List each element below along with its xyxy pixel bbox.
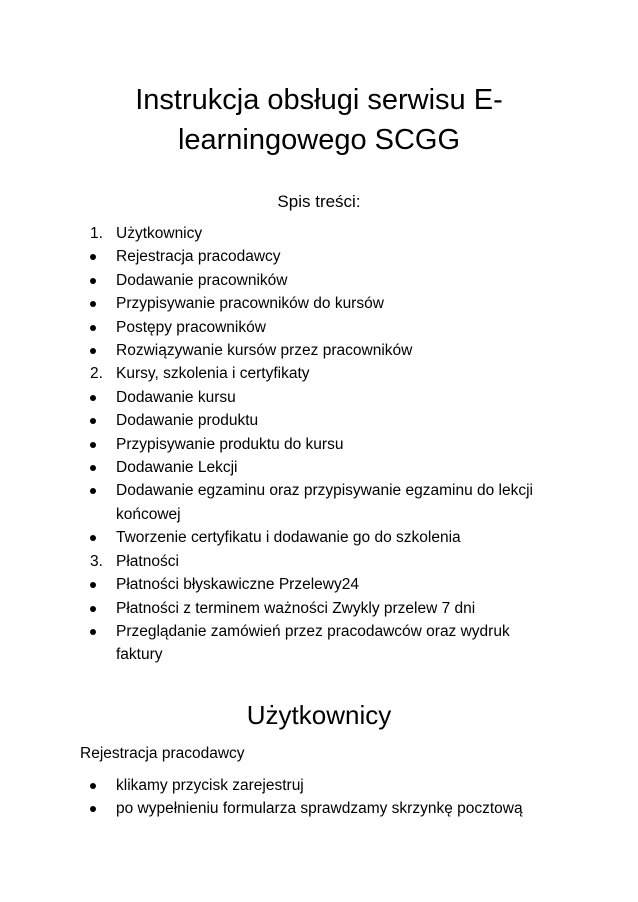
- toc-item-text: Rejestracja pracodawcy: [116, 248, 281, 266]
- toc-item: [80, 550, 560, 573]
- list-item: klikamy przycisk zarejestruj: [80, 774, 560, 797]
- toc-item-text: Przypisywanie produktu do kursu: [116, 435, 344, 453]
- toc-item-text: Płatności z terminem ważności Zwykly przelew 7 dni: [116, 599, 476, 617]
- toc-item: [80, 597, 560, 620]
- toc-item: [80, 245, 560, 268]
- toc-item: [80, 433, 560, 456]
- toc-item: [80, 386, 560, 409]
- toc-item: [80, 316, 560, 339]
- toc-item-text: Dodawanie egzaminu oraz przypisywanie egzaminu do lekcji końcowej: [116, 482, 533, 523]
- steps-list: [80, 774, 560, 821]
- toc-item: [80, 573, 560, 596]
- toc-item-text: Postępy pracowników: [116, 318, 266, 336]
- toc-item-text: Rozwiązywanie kursów przez pracowników: [116, 342, 413, 360]
- list-item: po wypełnieniu formularza sprawdzamy skrzynkę pocztową: [80, 797, 560, 820]
- toc-item: [80, 269, 560, 292]
- document-title: [100, 80, 538, 160]
- toc-item-number: 3.: [90, 552, 103, 570]
- toc-item: [80, 339, 560, 362]
- toc-item-text: Tworzenie certyfikatu i dodawanie go do szkolenia: [116, 529, 461, 547]
- toc-item: [80, 292, 560, 315]
- section-heading: Użytkownicy: [246, 700, 392, 730]
- toc-item-text: Użytkownicy: [116, 225, 203, 242]
- toc-item-text: Płatności błyskawiczne Przelewy24: [116, 576, 359, 594]
- table-of-contents: [80, 222, 560, 667]
- toc-item: [80, 409, 560, 432]
- toc-item: [80, 456, 560, 479]
- toc-item: [80, 362, 560, 385]
- toc-item: [80, 479, 560, 526]
- toc-item-text: Dodawanie kursu: [116, 388, 236, 406]
- toc-heading: Spis treści:: [277, 192, 361, 211]
- toc-item: [80, 620, 560, 667]
- toc-item-text: Dodawanie produktu: [116, 412, 259, 430]
- toc-item-text: Przeglądanie zamówień przez pracodawców oraz wydruk faktury: [116, 622, 510, 664]
- toc-item-text: Dodawanie Lekcji: [116, 459, 238, 477]
- toc-item-number: 2.: [90, 365, 103, 383]
- toc-item-text: Płatności: [116, 552, 179, 570]
- subsection-heading: Rejestracja pracodawcy: [80, 745, 245, 762]
- document-title-line-2: learningowego SCGG: [177, 124, 461, 156]
- toc-item-number: 1.: [90, 225, 103, 242]
- toc-item: [80, 222, 560, 245]
- toc-item-text: Dodawanie pracowników: [116, 271, 288, 289]
- toc-item: [80, 526, 560, 549]
- toc-item-text: Przypisywanie pracowników do kursów: [116, 295, 384, 313]
- document-title-line-1: Instrukcja obsługi serwisu E-: [135, 84, 503, 116]
- toc-item-text: Kursy, szkolenia i certyfikaty: [116, 365, 310, 383]
